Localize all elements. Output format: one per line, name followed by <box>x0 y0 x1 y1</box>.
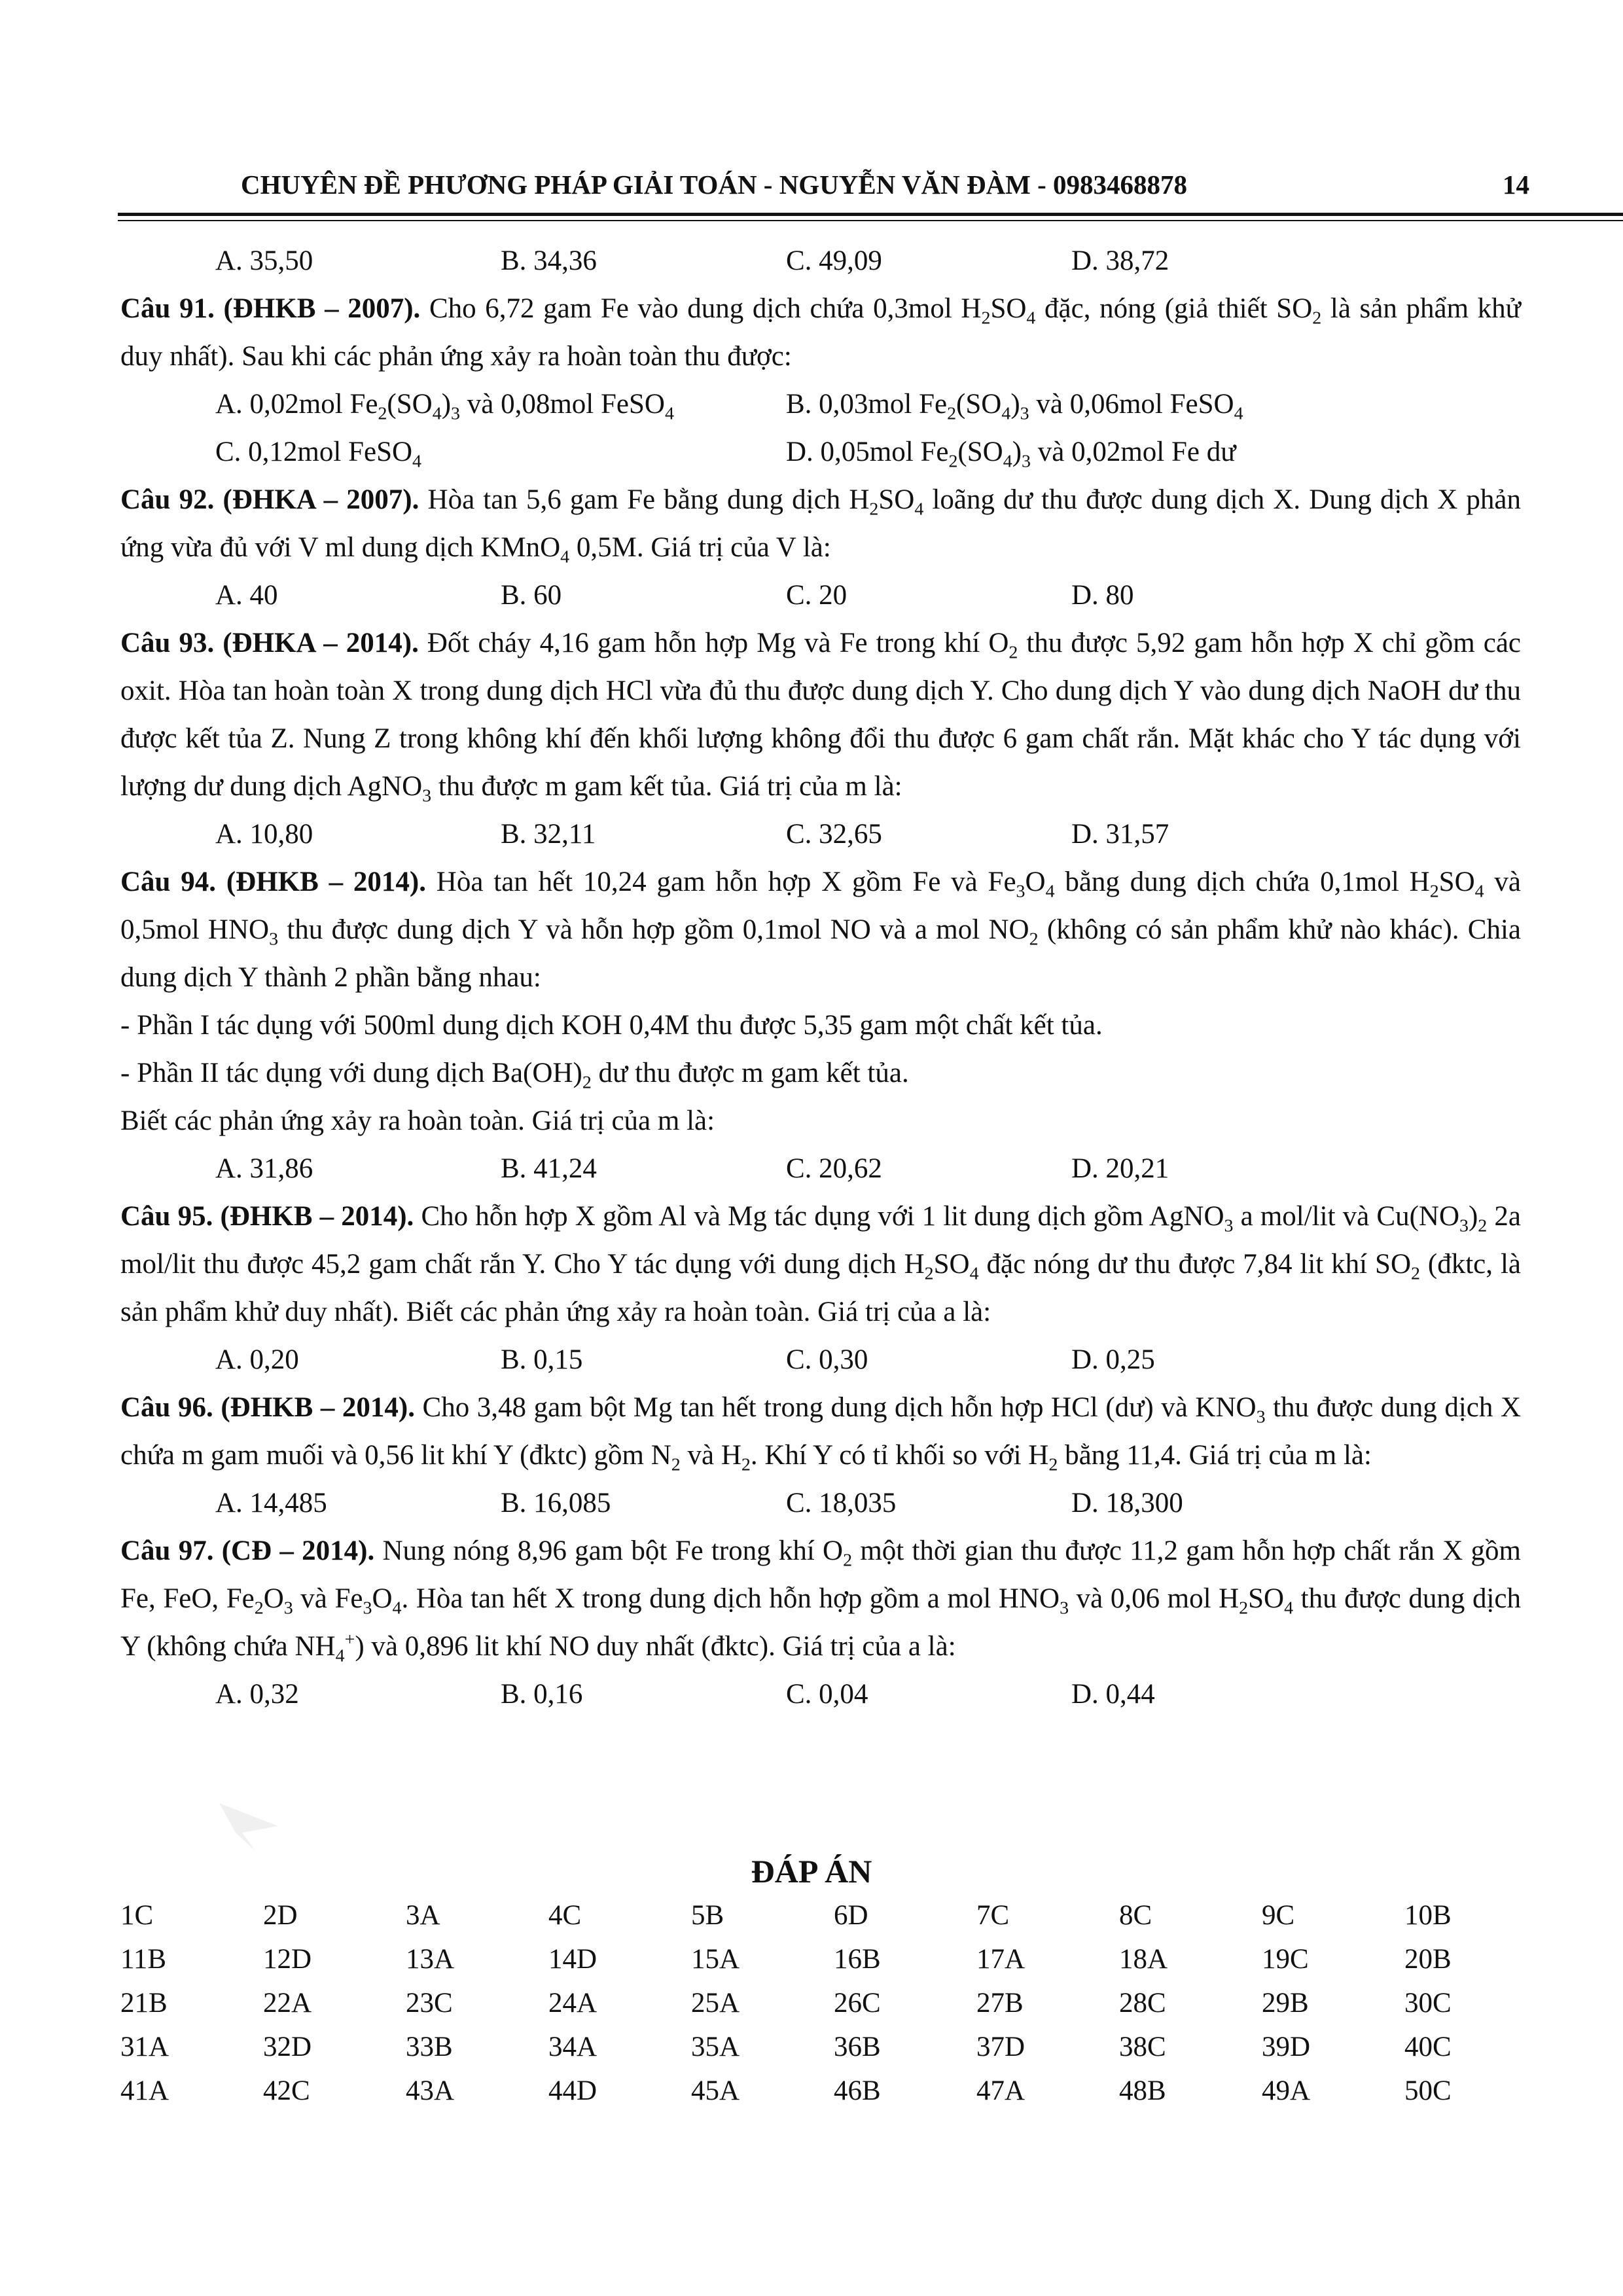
answer-key-title: ĐÁP ÁN <box>751 1853 872 1890</box>
question-93-options <box>120 810 1521 858</box>
question-96-label: Câu 96. (ĐHKB – 2014). <box>120 1392 415 1423</box>
question-97-text: Câu 97. (CĐ – 2014). Nung nóng 8,96 gam bột Fe trong khí $O_2$ một thời gian thu được 11,2 gam hỗn hợp chất rắn X gồm Fe, FeO, $Fe_2O_3$ và $Fe_3O_4$. Hòa tan hết X trong dung dịch hỗn hợp gồm a mol $HNO_3$ và 0,06 mol $H_2SO_4$ thu được dung dịch Y (không chứa $NH_4^+$) và 0,896 lit khí NO duy nhất (đktc). Giá trị của a là: <box>120 1535 1521 1666</box>
option-c: C. 0,04 <box>786 1679 868 1710</box>
option-a: A. 0,20 <box>215 1344 299 1375</box>
option-d: D. 0,44 <box>1071 1679 1155 1710</box>
answer-row <box>120 2069 1547 2113</box>
question-94-part2: - Phần II tác dụng với dung dịch $Ba(OH)_2$ dư thu được m gam kết tủa. <box>120 1058 909 1093</box>
page-header <box>124 169 1623 206</box>
answer-cell: 48B <box>1119 2075 1166 2106</box>
option-c: C. 32,65 <box>786 819 882 850</box>
answer-row <box>120 1981 1547 2025</box>
option-b: B. 32,11 <box>501 819 596 850</box>
answer-cell: 42C <box>263 2075 310 2106</box>
answer-cell: 36B <box>834 2032 881 2062</box>
answer-row <box>120 2025 1547 2069</box>
answer-cell: 23C <box>406 1988 453 2018</box>
option-b: B. 34,36 <box>501 245 597 276</box>
question-97-label: Câu 97. (CĐ – 2014). <box>120 1535 375 1566</box>
answer-cell: 4C <box>548 1900 582 1931</box>
option-c: C. 0,30 <box>786 1344 868 1375</box>
answer-cell: 25A <box>691 1988 740 2018</box>
answer-cell: 17A <box>976 1944 1026 1975</box>
answer-cell: 29B <box>1262 1988 1309 2018</box>
option-d: D. 18,300 <box>1071 1488 1183 1518</box>
answer-cell: 37D <box>976 2032 1026 2062</box>
question-92-options <box>120 571 1521 619</box>
question-95-label: Câu 95. (ĐHKB – 2014). <box>120 1201 414 1232</box>
answer-cell: 3A <box>406 1900 440 1931</box>
answer-cell: 13A <box>406 1944 455 1975</box>
answer-cell: 15A <box>691 1944 740 1975</box>
option-a: A. 31,86 <box>215 1153 313 1184</box>
answer-cell: 8C <box>1119 1900 1152 1931</box>
question-91-options-row2 <box>120 428 1521 476</box>
option-c: C. 0,12mol FeSO$_4$ <box>215 437 422 472</box>
option-a: A. 0,32 <box>215 1679 299 1710</box>
option-b: B. 41,24 <box>501 1153 597 1184</box>
question-91-text: Câu 91. (ĐHKB – 2007). Cho 6,72 gam Fe vào dung dịch chứa 0,3mol $H_2SO_4$ đặc, nóng (giả thiết $SO_2$ là sản phẩm khử duy nhất). Sau khi các phản ứng xảy ra hoàn toàn thu được: <box>120 293 1521 372</box>
option-c: C. 18,035 <box>786 1488 897 1518</box>
answer-cell: 32D <box>263 2032 312 2062</box>
answer-cell: 20B <box>1404 1944 1452 1975</box>
answer-cell: 28C <box>1119 1988 1166 2018</box>
answer-cell: 43A <box>406 2075 455 2106</box>
option-a: A. 0,02mol $Fe_2(SO_4)_3$ và 0,08mol FeSO$_4$ <box>215 389 674 424</box>
question-94-text: Câu 94. (ĐHKB – 2014). Hòa tan hết 10,24 gam hỗn hợp X gồm Fe và $Fe_3O_4$ bằng dung dịch chứa 0,1mol $H_2SO_4$ và 0,5mol $HNO_3$ thu được dung dịch Y và hỗn hợp gồm 0,1mol NO và a mol $NO_2$ (không có sản phẩm khử nào khác). Chia dung dịch Y thành 2 phần bằng nhau: <box>120 867 1522 993</box>
option-d: D. 31,57 <box>1071 819 1169 850</box>
option-b: B. 0,03mol $Fe_2(SO_4)_3$ và 0,06mol FeSO$_4$ <box>786 389 1243 424</box>
answer-cell: 19C <box>1262 1944 1309 1975</box>
option-b: B. 0,15 <box>501 1344 583 1375</box>
question-94-part1: - Phần I tác dụng với 500ml dung dịch KOH 0,4M thu được 5,35 gam một chất kết tủa. <box>120 1010 1103 1041</box>
question-92-label: Câu 92. (ĐHKA – 2007). <box>120 484 419 515</box>
option-a: A. 40 <box>215 580 278 611</box>
question-93-label: Câu 93. (ĐHKA – 2014). <box>120 628 419 658</box>
answer-cell: 49A <box>1262 2075 1311 2106</box>
option-d: D. 38,72 <box>1071 245 1169 276</box>
answer-cell: 21B <box>120 1988 168 2018</box>
answer-cell: 5B <box>691 1900 724 1931</box>
option-b: B. 16,085 <box>501 1488 611 1518</box>
option-a: A. 35,50 <box>215 245 313 276</box>
answer-cell: 47A <box>976 2075 1026 2106</box>
option-d: D. 80 <box>1071 580 1134 611</box>
answer-cell: 9C <box>1262 1900 1295 1931</box>
questions-body <box>120 237 1521 1718</box>
answer-key-grid <box>120 1893 1547 2113</box>
answer-cell: 12D <box>263 1944 312 1975</box>
question-92-text: Câu 92. (ĐHKA – 2007). Hòa tan 5,6 gam Fe bằng dung dịch $H_2SO_4$ loãng dư thu được dung dịch X. Dung dịch X phản ứng vừa đủ với V ml dung dịch KMnO$_4$ 0,5M. Giá trị của V là: <box>120 484 1521 567</box>
answer-cell: 46B <box>834 2075 881 2106</box>
answer-cell: 24A <box>548 1988 597 2018</box>
answer-row <box>120 1893 1547 1937</box>
answer-cell: 40C <box>1404 2032 1452 2062</box>
header-title: CHUYÊN ĐỀ PHƯƠNG PHÁP GIẢI TOÁN - NGUYỄN VĂN ĐÀM - 0983468878 <box>241 170 1188 200</box>
question-90-options <box>120 237 1521 285</box>
option-d: D. 0,05mol $Fe_2(SO_4)_3$ và 0,02mol Fe dư <box>786 437 1236 472</box>
option-c: C. 20 <box>786 580 847 611</box>
answer-cell: 30C <box>1404 1988 1452 2018</box>
answer-cell: 14D <box>548 1944 597 1975</box>
watermark-mark <box>216 1800 281 1852</box>
answer-cell: 6D <box>834 1900 868 1931</box>
answer-cell: 22A <box>263 1988 312 2018</box>
answer-cell: 31A <box>120 2032 169 2062</box>
question-96-options <box>120 1479 1521 1527</box>
question-94-options <box>120 1145 1521 1193</box>
header-rule-thick <box>118 213 1623 216</box>
option-d: D. 0,25 <box>1071 1344 1155 1375</box>
question-95-text: Câu 95. (ĐHKB – 2014). Cho hỗn hợp X gồm Al và Mg tác dụng với 1 lit dung dịch gồm AgNO$_3$ a mol/lit và $Cu(NO_3)_2$ 2a mol/lit thu được 45,2 gam chất rắn Y. Cho Y tác dụng với dung dịch $H_2SO_4$ đặc nóng dư thu được 7,84 lit khí $SO_2$ (đktc, là sản phẩm khử duy nhất). Biết các phản ứng xảy ra hoàn toàn. Giá trị của a là: <box>120 1201 1521 1327</box>
answer-cell: 11B <box>120 1944 167 1975</box>
page-number: 14 <box>1503 170 1529 200</box>
answer-cell: 27B <box>976 1988 1024 2018</box>
option-c: C. 49,09 <box>786 245 882 276</box>
answer-cell: 50C <box>1404 2075 1452 2106</box>
question-91-label: Câu 91. (ĐHKB – 2007). <box>120 293 421 324</box>
question-94-label: Câu 94. (ĐHKB – 2014). <box>120 867 426 897</box>
answer-cell: 45A <box>691 2075 740 2106</box>
answer-cell: 2D <box>263 1900 298 1931</box>
answer-cell: 41A <box>120 2075 169 2106</box>
question-94-prompt: Biết các phản ứng xảy ra hoàn toàn. Giá trị của m là: <box>120 1105 715 1136</box>
option-d: D. 20,21 <box>1071 1153 1169 1184</box>
answer-cell: 39D <box>1262 2032 1311 2062</box>
answer-cell: 33B <box>406 2032 453 2062</box>
answer-cell: 7C <box>976 1900 1010 1931</box>
answer-cell: 1C <box>120 1900 154 1931</box>
answer-cell: 26C <box>834 1988 881 2018</box>
header-rule-thin <box>118 220 1623 221</box>
answer-cell: 10B <box>1404 1900 1452 1931</box>
option-a: A. 10,80 <box>215 819 313 850</box>
option-a: A. 14,485 <box>215 1488 327 1518</box>
answer-cell: 34A <box>548 2032 597 2062</box>
answer-cell: 16B <box>834 1944 881 1975</box>
answer-cell: 38C <box>1119 2032 1166 2062</box>
answer-cell: 44D <box>548 2075 597 2106</box>
question-96-text: Câu 96. (ĐHKB – 2014). Cho 3,48 gam bột Mg tan hết trong dung dịch hỗn hợp HCl (dư) và $KNO_3$ thu được dung dịch X chứa m gam muối và 0,56 lit khí Y (đktc) gồm $N_2$ và $H_2$. Khí Y có tỉ khối so với $H_2$ bằng 11,4. Giá trị của m là: <box>120 1392 1521 1475</box>
question-97-options <box>120 1670 1521 1718</box>
option-b: B. 60 <box>501 580 562 611</box>
answer-row <box>120 1937 1547 1981</box>
question-93-text: Câu 93. (ĐHKA – 2014). Đốt cháy 4,16 gam hỗn hợp Mg và Fe trong khí $O_2$ thu được 5,92 gam hỗn hợp X chỉ gồm các oxit. Hòa tan hoàn toàn X trong dung dịch HCl vừa đủ thu được dung dịch Y. Cho dung dịch Y vào dung dịch NaOH dư thu được kết tủa Z. Nung Z trong không khí đến khối lượng không đổi thu được 6 gam chất rắn. Mặt khác cho Y tác dụng với lượng dư dung dịch AgNO$_3$ thu được m gam kết tủa. Giá trị của m là: <box>120 628 1522 806</box>
option-c: C. 20,62 <box>786 1153 882 1184</box>
question-91-options-row1 <box>120 380 1521 428</box>
question-95-options <box>120 1336 1521 1384</box>
answer-cell: 35A <box>691 2032 740 2062</box>
option-b: B. 0,16 <box>501 1679 583 1710</box>
answer-cell: 18A <box>1119 1944 1168 1975</box>
